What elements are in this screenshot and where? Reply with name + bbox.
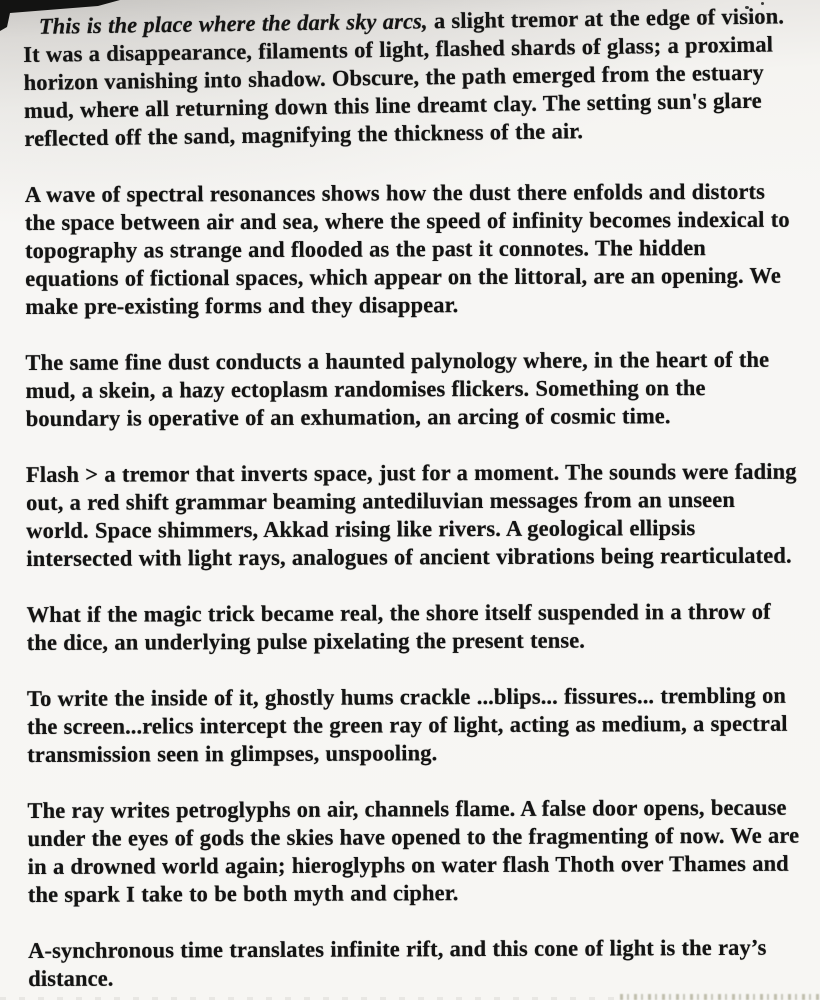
paragraph-1-body: a slight tremor at the edge of vision. It was a disappearance, filaments of light, flashed shards of glass; a proximal horizon vanishing into shadow. Obscure, the path emerged from the estuary mud, where all returning down this line dreamt clay. The setting sun's glare reflected off the sand, magnifying the thickness of the air. (23, 3, 785, 151)
paragraph-1-italic-lead: This is the place where the dark sky arcs, (38, 8, 428, 39)
paragraph-8: A-synchronous time translates infinite rift, and this cone of light is the ray’s distance. (28, 934, 767, 991)
body-text (23, 3, 804, 1000)
paragraph-2: A wave of spectral resonances shows how the dust there enfolds and distorts the space between air and sea, where the speed of infinity becomes indexical to topography as strange and flooded as the past it connotes. The hidden equations of fictional spaces, which appear on the littoral, are an opening. We make pre-existing forms and they disappear. (24, 178, 790, 319)
paragraph-6: To write the inside of it, ghostly hums crackle ...blips... fissures... trembling on the screen...relics intercept the green ray of light, acting as medium, a spectral transmission seen in glimpses, unspooling. (26, 682, 788, 767)
paragraph-7: The ray writes petroglyphs on air, channels flame. A false door opens, because under the eyes of gods the skies have opened to the fragmenting of now. We are in a drowned world again; hieroglyphs on water flash Thoth over Thames and the spark I take to be both myth and cipher. (27, 794, 800, 907)
paragraph-4: Flash > a tremor that inverts space, just for a moment. The sounds were fading out, a red shift grammar beaming antediluvian messages from an unseen world. Space shimmers, Akkad rising like rivers. A geological ellipsis intersected with light rays, analogues of ancient vibrations being rearticulated. (25, 458, 797, 571)
paragraph-1 (23, 2, 801, 153)
paragraph-3: The same fine dust conducts a haunted palynology where, in the heart of the mud, a skein, a hazy ectoplasm randomises flickers. Something on the boundary is operative of an exhumation, an arcing of cosmic time. (25, 346, 770, 431)
paragraph-5: What if the magic trick became real, the shore itself suspended in a throw of the dice, an underlying pulse pixelating the present tense. (26, 598, 771, 655)
